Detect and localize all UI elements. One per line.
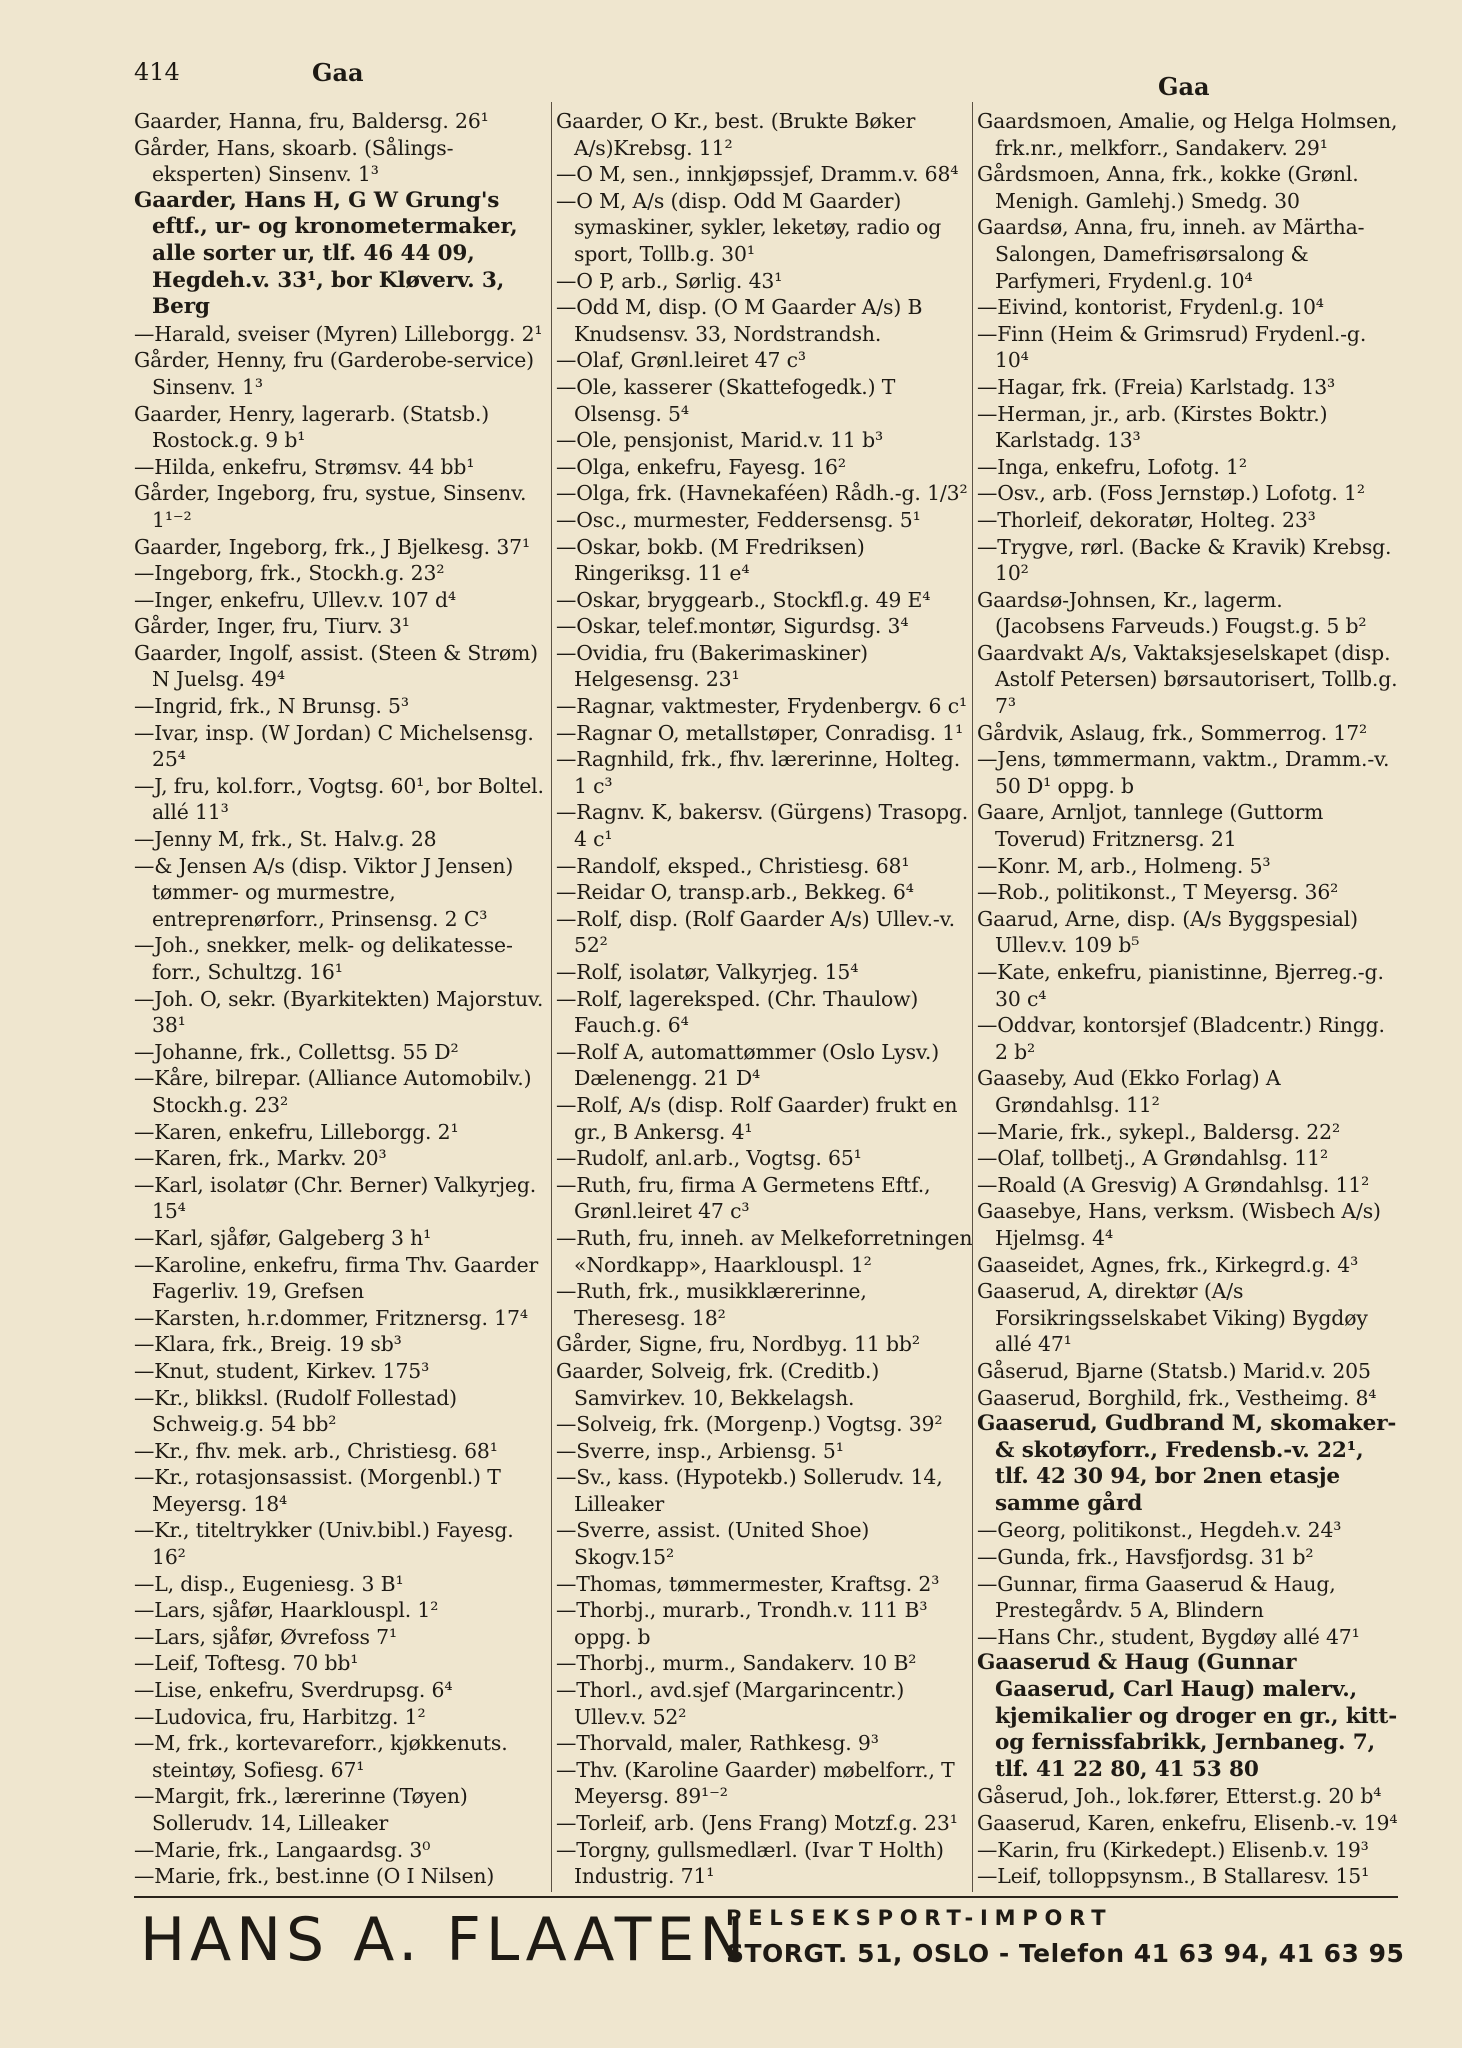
directory-entry: —Inger, enkefru, Ullev.v. 107 d⁴ — [134, 587, 456, 612]
directory-entry: —Finn (Heim & Grimsrud) Frydenl.-g. 10⁴ — [977, 321, 1367, 373]
directory-entry: Gårder, Signe, fru, Nordbyg. 11 bb² — [556, 1332, 920, 1357]
directory-entry: —Leif, tolloppsynsm., B Stallaresv. 15¹ — [977, 1864, 1370, 1888]
directory-entry: —Karin, fru (Kirkedept.) Elisenb.v. 19³ — [977, 1837, 1369, 1862]
directory-entry: Gaardsmoen, Amalie, og Helga Holmsen, frk.nr., melkforr., Sandakerv. 29¹ — [977, 109, 1398, 160]
directory-entry: Gaarder, O Kr., best. (Brukte Bøker A/s)Krebsg. 11² — [556, 109, 916, 160]
directory-entry: —Olaf, tollbetj., A Grøndahlsg. 11² — [977, 1146, 1329, 1171]
directory-entry: —Ole, kasserer (Skattefogedk.) T Olsensg. 5⁴ — [556, 374, 896, 426]
directory-entry: —Thorbj., murarb., Trondh.v. 111 B³ oppg. b — [556, 1598, 928, 1649]
directory-entry: Gaasebye, Hans, verksm. (Wisbech A/s) Hjelmsg. 4⁴ — [977, 1199, 1381, 1250]
directory-entry: —Marie, frk., best.inne (O I Nilsen) — [134, 1864, 495, 1888]
directory-entry: Gaaseby, Aud (Ekko Forlag) A Grøndahlsg. 11² — [977, 1066, 1281, 1117]
directory-entry: —Gunnar, firma Gaaserud & Haug, Prestegårdv. 5 A, Blindern — [977, 1571, 1336, 1623]
directory-entry: —Oskar, telef.montør, Sigurdsg. 3⁴ — [556, 614, 909, 639]
directory-entry: —Kate, enkefru, pianistinne, Bjerreg.-g. 30 c⁴ — [977, 960, 1384, 1011]
directory-entry: —Marie, frk., Langaardsg. 3⁰ — [134, 1837, 431, 1862]
directory-entry: Gaardvakt A/s, Vaktaksjeselskapet (disp. Astolf Petersen) børsautorisert, Tollb.g. 7³ — [977, 640, 1398, 719]
directory-entry: —Karl, sjåfør, Galgeberg 3 h¹ — [134, 1225, 432, 1250]
directory-entry: —Thorl., avd.sjef (Margarincentr.) Ullev.v. 52² — [556, 1678, 905, 1729]
directory-entry: —Rolf, lagereksped. (Chr. Thaulow) Fauch.g. 6⁴ — [556, 986, 919, 1038]
directory-entry: —Joh. O, sekr. (Byarkitekten) Majorstuv. 38¹ — [134, 986, 544, 1038]
directory-entry: Gårder, Hans, skoarb. (Sålings-eksperten) Sinsenv. 1³ — [134, 135, 454, 187]
directory-entry: —Harald, sveiser (Myren) Lilleborgg. 2¹ — [134, 321, 543, 346]
directory-entry: —& Jensen A/s (disp. Viktor J Jensen) tømmer- og murmestre, entreprenørforr., Prinsensg. 2 C³ — [134, 853, 514, 931]
directory-entry: Gaarder, Hans H, G W Grung's eftf., ur- og kronometermaker, alle sorter ur, tlf. 46 44 09, Hegdeh.v. 33¹, bor Kløverv. 3, Berg — [134, 187, 518, 320]
directory-entry: Gårdsmoen, Anna, frk., kokke (Grønl. Menigh. Gamlehj.) Smedg. 30 — [977, 162, 1359, 213]
directory-entry: Gaarder, Ingeborg, frk., J Bjelkesg. 37¹ — [134, 534, 531, 559]
directory-entry: —Klara, frk., Breig. 19 sb³ — [134, 1332, 402, 1357]
directory-entry: —Ragnhild, frk., fhv. lærerinne, Holteg. 1 c³ — [556, 747, 961, 798]
directory-entry: —Karen, frk., Markv. 20³ — [134, 1146, 387, 1171]
directory-entry: —Torgny, gullsmedlærl. (Ivar T Holth) Industrig. 71¹ — [556, 1837, 944, 1888]
directory-entry: —Thorbj., murm., Sandakerv. 10 B² — [556, 1651, 917, 1676]
directory-entry: Gaaserud & Haug (Gunnar Gaaserud, Carl Haug) malerv., kjemikalier og droger en gr., kitt- og fernissfabrikk, Jernbaneg. 7, tlf. 41 22 80, 41 53 80 — [977, 1650, 1398, 1782]
directory-entry: —Ivar, insp. (W Jordan) C Michelsensg. 25⁴ — [134, 720, 534, 772]
directory-entry: —Margit, frk., lærerinne (Tøyen) Sollerudv. 14, Lilleaker — [134, 1784, 468, 1835]
directory-entry: —Odd M, disp. (O M Gaarder A/s) B Knudsensv. 33, Nordstrandsh. — [556, 295, 923, 346]
directory-entry: —Lise, enkefru, Sverdrupsg. 6⁴ — [134, 1678, 453, 1703]
directory-entry: —Randolf, eksped., Christiesg. 68¹ — [556, 853, 910, 878]
directory-entry: —Ragnar, vaktmester, Frydenbergv. 6 c¹ — [556, 694, 968, 719]
directory-entry: —Oskar, bryggearb., Stockfl.g. 49 E⁴ — [556, 587, 931, 612]
directory-entry: Gaaseidet, Agnes, frk., Kirkegrd.g. 4³ — [977, 1252, 1359, 1277]
directory-entry: —Jenny M, frk., St. Halv.g. 28 — [134, 827, 437, 852]
directory-entry: —Ovidia, fru (Bakerimaskiner) Helgesensg. 23¹ — [556, 640, 868, 692]
running-head-left: Gaa — [312, 58, 364, 87]
directory-entry: —Roald (A Gresvig) A Grøndahlsg. 11² — [977, 1172, 1370, 1197]
directory-entry: —Olga, frk. (Havnekaféen) Rådh.-g. 1/3² — [556, 481, 968, 506]
directory-entry: —Torleif, arb. (Jens Frang) Motzf.g. 23¹ — [556, 1811, 958, 1835]
directory-entry: —Eivind, kontorist, Frydenl.g. 10⁴ — [977, 295, 1324, 320]
directory-entry: —Solveig, frk. (Morgenp.) Vogtsg. 39² — [556, 1412, 943, 1437]
advertisement-name: HANS A. FLAATEN — [140, 1905, 750, 1975]
directory-entry: —Karsten, h.r.dommer, Fritznersg. 17⁴ — [134, 1305, 528, 1330]
directory-entry: —Kr., blikksl. (Rudolf Follestad) Schweig.g. 54 bb² — [134, 1385, 457, 1437]
directory-entry: —O P, arb., Sørlig. 43¹ — [556, 268, 783, 293]
directory-entry: Gaarder, Ingolf, assist. (Steen & Strøm) N Juelsg. 49⁴ — [134, 640, 538, 692]
directory-entry: Gåserud, Bjarne (Statsb.) Marid.v. 205 — [977, 1358, 1371, 1383]
directory-entry: —Herman, jr., arb. (Kirstes Boktr.) Karlstadg. 13³ — [977, 401, 1328, 453]
directory-entry: —Ragnv. K, bakersv. (Gürgens) Trasopg. 4 c¹ — [556, 800, 969, 852]
directory-entry: —Thorleif, dekoratør, Holteg. 23³ — [977, 507, 1316, 532]
directory-entry: —Marie, frk., sykepl., Baldersg. 22² — [977, 1119, 1340, 1144]
directory-entry: —M, frk., kortevareforr., kjøkkenuts. steintøy, Sofiesg. 67¹ — [134, 1731, 508, 1782]
directory-entry: —Thorvald, maler, Rathkesg. 9³ — [556, 1731, 879, 1756]
directory-entry: —Rolf, A/s (disp. Rolf Gaarder) frukt en gr., B Ankersg. 4¹ — [556, 1092, 958, 1144]
directory-entry: —Olga, enkefru, Fayesg. 16² — [556, 454, 846, 479]
directory-entry: —Rolf A, automattømmer (Oslo Lysv.) Dælenengg. 21 D⁴ — [556, 1039, 940, 1091]
directory-entry: Gaaserud, Karen, enkefru, Elisenb.-v. 19⁴ — [977, 1811, 1398, 1835]
directory-entry: —Kr., rotasjonsassist. (Morgenbl.) T Meyersg. 18⁴ — [134, 1465, 501, 1516]
directory-entry: Gaarder, Henry, lagerarb. (Statsb.) Rostock.g. 9 b¹ — [134, 401, 490, 453]
directory-entry: —Osc., murmester, Feddersensg. 5¹ — [556, 507, 921, 532]
directory-entry: Gaaserud, A, direktør (A/s Forsikringsselskabet Viking) Bygdøy allé 47¹ — [977, 1279, 1368, 1357]
directory-entry: —Kr., titeltrykker (Univ.bibl.) Fayesg. 16² — [134, 1518, 514, 1570]
directory-entry: —Sv., kass. (Hypotekb.) Sollerudv. 14, Lilleaker — [556, 1465, 943, 1516]
directory-entry: —Ole, pensjonist, Marid.v. 11 b³ — [556, 428, 884, 453]
directory-entry: —Ingrid, frk., N Brunsg. 5³ — [134, 694, 409, 719]
directory-entry: —Thv. (Karoline Gaarder) møbelforr., T Meyersg. 89¹⁻² — [556, 1757, 955, 1809]
directory-entry: Gårder, Ingeborg, fru, systue, Sinsenv. 1¹⁻² — [134, 481, 527, 532]
directory-entry: Gaaserud, Gudbrand M, skomaker- & skotøyforr., Fredensb.-v. 22¹, tlf. 42 30 94, bor 2nen etasje samme gård — [977, 1411, 1397, 1516]
directory-entry: —Olaf, Grønl.leiret 47 c³ — [556, 348, 806, 373]
directory-entry: —Trygve, rørl. (Backe & Kravik) Krebsg. 10² — [977, 534, 1392, 586]
directory-entry: Gaaserud, Borghild, frk., Vestheimg. 8⁴ — [977, 1385, 1377, 1410]
directory-entry: —Ragnar O, metallstøper, Conradisg. 1¹ — [556, 720, 964, 745]
directory-entry: —Georg, politikonst., Hegdeh.v. 24³ — [977, 1518, 1342, 1543]
directory-entry: —Konr. M, arb., Holmeng. 5³ — [977, 853, 1271, 878]
directory-entry: Gårdvik, Aslaug, frk., Sommerrog. 17² — [977, 720, 1368, 745]
directory-entry: Gaare, Arnljot, tannlege (Guttorm Toverud) Fritznersg. 21 — [977, 800, 1324, 852]
directory-entry: —Ingeborg, frk., Stockh.g. 23² — [134, 561, 445, 586]
directory-entry: Gaardsø-Johnsen, Kr., lagerm. (Jacobsens Farveuds.) Fougst.g. 5 b² — [977, 587, 1367, 639]
directory-entry: —Jens, tømmermann, vaktm., Dramm.-v. 50 D¹ oppg. b — [977, 747, 1390, 798]
directory-entry: —Oskar, bokb. (M Fredriksen) Ringeriksg. 11 e⁴ — [556, 534, 865, 586]
directory-entry: —Osv., arb. (Foss Jernstøp.) Lofotg. 1² — [977, 481, 1365, 506]
directory-entry: —Rob., politikonst., T Meyersg. 36² — [977, 880, 1339, 905]
page-number: 414 — [134, 58, 180, 86]
directory-entry: —Hans Chr., student, Bygdøy allé 47¹ — [977, 1624, 1360, 1649]
directory-entry: —Kåre, bilrepar. (Alliance Automobilv.) Stockh.g. 23² — [134, 1066, 532, 1117]
directory-entry: —Oddvar, kontorsjef (Bladcentr.) Ringg. 2 b² — [977, 1013, 1385, 1064]
directory-entry: —Lars, sjåfør, Haarklouspl. 1² — [134, 1598, 439, 1623]
directory-entry: —Hagar, frk. (Freia) Karlstadg. 13³ — [977, 374, 1336, 399]
running-head-right: Gaa — [1158, 72, 1210, 101]
directory-entry: Gåserud, Joh., lok.fører, Etterst.g. 20 b⁴ — [977, 1784, 1382, 1809]
directory-entry: —Inga, enkefru, Lofotg. 1² — [977, 454, 1247, 479]
column-divider — [551, 102, 552, 1892]
directory-entry: —Leif, Toftesg. 70 bb¹ — [134, 1651, 359, 1676]
directory-entry: —O M, sen., innkjøpssjef, Dramm.v. 68⁴ — [556, 162, 959, 187]
directory-entry: —Johanne, frk., Collettsg. 55 D² — [134, 1039, 459, 1064]
directory-entry: —Ruth, fru, firma A Germetens Eftf., Grønl.leiret 47 c³ — [556, 1172, 931, 1224]
directory-column-2 — [556, 108, 974, 1888]
directory-entry: —Sverre, insp., Arbiensg. 5¹ — [556, 1438, 844, 1463]
directory-entry: —Rolf, disp. (Rolf Gaarder A/s) Ullev.-v. 52² — [556, 906, 955, 958]
directory-entry: —Karoline, enkefru, firma Thv. Gaarder Fagerliv. 19, Grefsen — [134, 1252, 539, 1304]
advertisement-rule — [134, 1896, 1398, 1898]
advertisement-tagline: PELSEKSPORT-IMPORT — [726, 1906, 1113, 1930]
directory-entry: Gaarud, Arne, disp. (A/s Byggspesial) Ullev.v. 109 b⁵ — [977, 906, 1358, 958]
directory-entry: —Reidar O, transp.arb., Bekkeg. 6⁴ — [556, 880, 914, 905]
directory-entry: —L, disp., Eugeniesg. 3 B¹ — [134, 1571, 404, 1596]
directory-entry: Gaardsø, Anna, fru, inneh. av Märtha-Salongen, Damefrisørsalong & Parfymeri, Frydenl.g. 10⁴ — [977, 215, 1365, 293]
directory-entry: —Karen, enkefru, Lilleborgg. 2¹ — [134, 1119, 459, 1144]
directory-column-3 — [977, 108, 1398, 1888]
advertisement-address: STORGT. 51, OSLO - Telefon 41 63 94, 41 63 95 — [726, 1939, 1405, 1968]
directory-entry: —O M, A/s (disp. Odd M Gaarder) symaskiner, sykler, leketøy, radio og sport, Tollb.g. 30¹ — [556, 188, 942, 266]
directory-entry: Gaarder, Solveig, frk. (Creditb.) Samvirkev. 10, Bekkelagsh. — [556, 1358, 880, 1410]
directory-entry: —Kr., fhv. mek. arb., Christiesg. 68¹ — [134, 1438, 498, 1463]
directory-entry: —J, fru, kol.forr., Vogtsg. 60¹, bor Boltel. allé 11³ — [134, 773, 544, 825]
directory-entry: —Karl, isolatør (Chr. Berner) Valkyrjeg. 15⁴ — [134, 1172, 537, 1224]
directory-entry: —Sverre, assist. (United Shoe) Skogv.15² — [556, 1518, 870, 1570]
directory-entry: —Rudolf, anl.arb., Vogtsg. 65¹ — [556, 1146, 862, 1171]
directory-entry: Gaarder, Hanna, fru, Baldersg. 26¹ — [134, 109, 489, 133]
directory-entry: Gårder, Inger, fru, Tiurv. 3¹ — [134, 614, 410, 639]
directory-entry: —Hilda, enkefru, Strømsv. 44 bb¹ — [134, 454, 475, 479]
directory-entry: —Rolf, isolatør, Valkyrjeg. 15⁴ — [556, 960, 859, 984]
directory-entry: —Ruth, fru, inneh. av Melkeforretningen «Nordkapp», Haarklouspl. 1² — [556, 1225, 973, 1277]
directory-column-1 — [134, 108, 549, 1888]
directory-entry: —Ruth, frk., musikklærerinne, Theresesg. 18² — [556, 1279, 867, 1330]
directory-entry: —Joh., snekker, melk- og delikatesse-forr., Schultzg. 16¹ — [134, 933, 513, 984]
directory-entry: —Gunda, frk., Havsfjordsg. 31 b² — [977, 1545, 1314, 1570]
directory-entry: —Lars, sjåfør, Øvrefoss 7¹ — [134, 1624, 398, 1649]
directory-entry: —Thomas, tømmermester, Kraftsg. 2³ — [556, 1571, 940, 1596]
directory-entry: Gårder, Henny, fru (Garderobe-service) Sinsenv. 1³ — [134, 348, 534, 399]
directory-entry: —Knut, student, Kirkev. 175³ — [134, 1358, 430, 1383]
directory-entry: —Ludovica, fru, Harbitzg. 1² — [134, 1704, 426, 1729]
